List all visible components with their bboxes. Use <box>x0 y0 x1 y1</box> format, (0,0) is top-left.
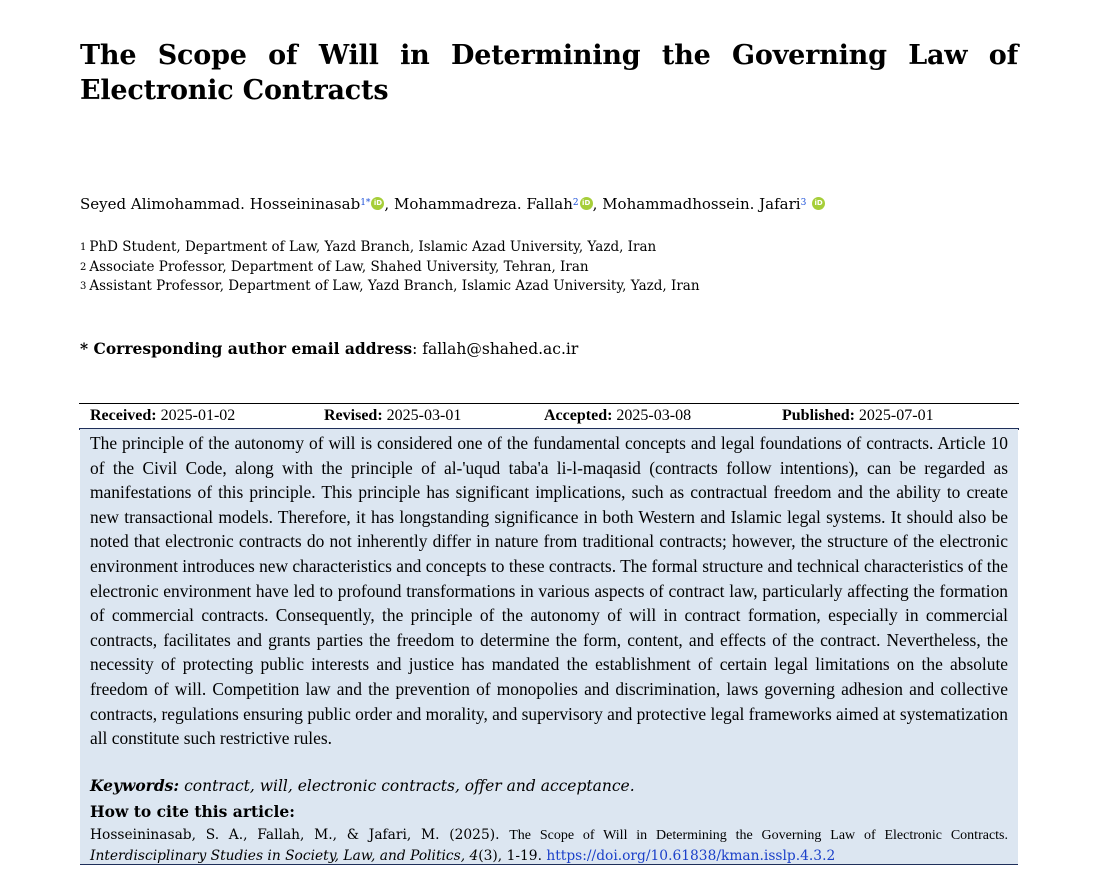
received-date <box>90 407 235 425</box>
affiliation-number: 2 <box>80 262 87 273</box>
accepted-date <box>544 407 691 425</box>
dates-bar <box>79 403 1019 430</box>
orcid-icon[interactable]: iD <box>371 197 384 210</box>
affiliation-1 <box>80 238 656 258</box>
author-name: Mohammadhossein. Jafari <box>602 195 801 213</box>
affiliation-text: PhD Student, Department of Law, Yazd Branch, Islamic Azad University, Yazd, Iran <box>89 239 657 255</box>
published-date <box>782 407 934 425</box>
orcid-icon[interactable]: iD <box>580 197 593 210</box>
affiliation-text: Associate Professor, Department of Law, Shahed University, Tehran, Iran <box>89 259 589 275</box>
corresponding-author: * Corresponding author email address: fallah@shahed.ac.ir <box>80 339 579 358</box>
citation-issue: (3), 1-19. <box>478 848 542 864</box>
author-list <box>80 194 825 214</box>
abstract-text: The principle of the autonomy of will is considered one of the fundamental concepts and legal foundations of contracts. Article 10 of the Civil Code, along with the principle of al-'uqud taba'a li-l-maqasid (contracts follow intentions), can be regarded as manifestations of this principle. This principle has significant implications, such as contractual freedom and the ability to create new transactional models. Therefore, it has longstanding significance in both Western and Islamic legal systems. It should also be noted that electronic contracts do not inherently differ in nature from traditional contracts; however, the structure of the electronic environment introduces new characteristics and concepts to these contracts. The formal structure and technical characteristics of the electronic environment have led to profound transformations in various aspects of contract law, particularly affecting the formation of commercial contracts. Consequently, the principle of the autonomy of will in contract formation, especially in commercial contracts, facilitates and grants parties the freedom to determine the form, content, and effects of the contract. Nevertheless, the necessity of protecting public interests and justice has mandated the establishment of certain legal limitations on the absolute freedom of will. Competition law and the prevention of monopolies and discrimination, laws governing adhesion and collective contracts, regulations ensuring public order and morality, and supervisory and protective legal frameworks aimed at systematization all constitute such restrictive rules. <box>90 433 1008 749</box>
published-value: 2025-07-01 <box>858 407 934 424</box>
citation-journal: Interdisciplinary Studies in Society, Law, and Politics, 4 <box>90 848 479 864</box>
keywords-label: Keywords: <box>90 776 180 795</box>
author-separator: , <box>592 195 603 213</box>
keywords <box>90 775 1008 797</box>
orcid-icon[interactable]: iD <box>812 197 825 210</box>
affiliation-2 <box>80 258 589 278</box>
published-label: Published: <box>782 407 855 424</box>
affiliation-number: 1 <box>80 242 87 253</box>
cite-heading: How to cite this article: <box>90 802 295 821</box>
author-name: Seyed Alimohammad. Hosseininasab <box>80 195 361 213</box>
revised-value: 2025-03-01 <box>386 407 462 424</box>
citation <box>90 825 1008 866</box>
accepted-label: Accepted: <box>544 407 613 424</box>
citation-title: The Scope of Will in Determining the Governing Law of Electronic Contracts. <box>509 828 1009 843</box>
doi-link[interactable]: https://doi.org/10.61838/kman.isslp.4.3.2 <box>546 848 836 864</box>
author-affiliation-mark: 1* <box>360 198 371 208</box>
received-label: Received: <box>90 407 157 424</box>
author-affiliation-mark: 3 <box>800 198 807 208</box>
author-separator: , <box>384 195 394 213</box>
corresponding-email[interactable]: fallah@shahed.ac.ir <box>422 340 579 358</box>
revised-date <box>324 407 461 425</box>
affiliation-text: Assistant Professor, Department of Law, Yazd Branch, Islamic Azad University, Yazd, Iran <box>89 278 700 294</box>
revised-label: Revised: <box>324 407 383 424</box>
keywords-value: contract, will, electronic contracts, offer and acceptance. <box>184 777 635 795</box>
abstract-box <box>80 429 1018 865</box>
citation-authors: Hosseininasab, S. A., Fallah, M., & Jafari, M. (2025). <box>90 827 500 843</box>
author-affiliation-mark: 2 <box>572 198 579 208</box>
corresponding-label: * Corresponding author email address <box>80 339 413 358</box>
affiliation-number: 3 <box>80 281 87 292</box>
author-name: Mohammadreza. Fallah <box>393 195 573 213</box>
article-title: The Scope of Will in Determining the Governing Law of Electronic Contracts <box>80 40 1018 106</box>
received-value: 2025-01-02 <box>160 407 236 424</box>
affiliation-3 <box>80 277 700 297</box>
accepted-value: 2025-03-08 <box>616 407 692 424</box>
